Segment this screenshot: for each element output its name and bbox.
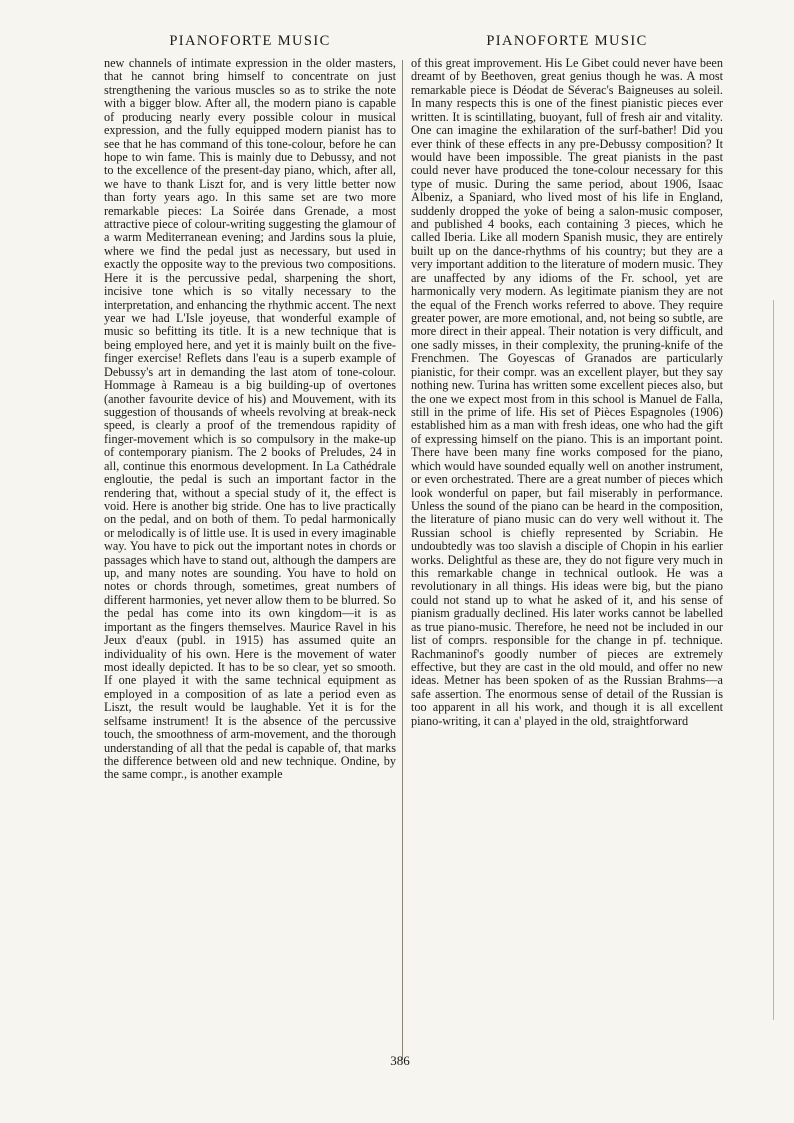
left-column [104,57,396,782]
running-head-left: PIANOFORTE MUSIC [169,33,331,49]
right-column [411,57,723,728]
running-head-right: PIANOFORTE MUSIC [486,33,648,49]
right-column-text: of this great improvement. His Le Gibet could never have been dreamt of by Beethoven, great genius though he was. A most remarkable piece is Déodat de Séverac's Baigneuses au soleil. In many respects this is one of the finest pianistic pieces ever written. It is scintillating, buoyant, full of fresh air and vitality. One can imagine the exhilaration of the surf-bather! Did you ever think of these effects in any pre-Debussy composition? It would have been impossible. The great pianists in the past could never have produced the tone-colour necessary for this type of music. During the same period, about 1906, Isaac Albeniz, a Spaniard, who lived most of his life in England, suddenly dropped the yoke of being a salon-music composer, and published 4 books, each containing 3 pieces, which he called Iberia. Like all modern Spanish music, they are entirely built up on the dance-rhythms of his country; but they are a very important addition to the literature of modern music. They are unaffected by any idioms of the Fr. school, yet are harmonically very modern. As legitimate pianism they are not the equal of the French works referred to above. They require greater power, are more emotional, and, not being so subtle, are more direct in their appeal. Their notation is very difficult, and one sadly misses, in their complexity, the pruning-knife of the Frenchmen. The Goyescas of Granados are particularly pianistic, for their compr. was an excellent player, but they say nothing new. Turina has written some excellent pieces also, but the one we expect most from in this school is Manuel de Falla, still in the prime of life. His set of Pièces Espagnoles (1906) established him as a man with fresh ideas, one who had the gift of expressing himself on the piano. This is an important point. There have been many fine works composed for the piano, which would have sounded equally well on another instrument, or even orchestrated. There are a great number of pieces which look wonderful on paper, but fail miserably in performance. Unless the sound of the piano can be heard in the composition, the literature of piano music can do very well without it. The Russian school is chiefly represented by Scriabin. He undoubtedly was too slavish a disciple of Chopin in his earlier works. Delightful as these are, they do not figure very much in this remarkable change in technical outlook. He was a revolutionary in all things. His ideas were big, but the piano could not stand up to what he asked of it, and his sense of pianism gradually declined. His later works cannot be labelled as true piano-music. Therefore, he need not be included in our list of comprs. responsible for the change in pf. technique. Rachmaninof's goodly number of pieces are extremely effective, but they are cast in the old mould, and offer no new ideas. Metner has been spoken of as the Russian Brahms—a safe assertion. The enormous sense of detail of the Russian is too apparent in all his work, and though it is all excellent piano-writing, it can a' played in the old, straightforward [411,56,723,728]
page-edge-shadow [773,300,774,1020]
page-number: 386 [390,1053,410,1068]
left-column-text: new channels of intimate expression in the older masters, that he cannot bring himself to concentrate on just strengthening the various muscles so as to strike the note with a bigger blow. After all, the modern piano is capable of producing nearly every possible colour in musical expression, and the fully equipped modern pianist has to see that he has command of this tone-colour, before he can hope to win fame. This is mainly due to Debussy, and not to the excellence of the present-day piano, which, after all, we have to thank Liszt for, and is very little better now than forty years ago. In this same set are two more remarkable pieces: La Soirée dans Grenade, a most attractive piece of colour-writing suggesting the glamour of a warm Mediterranean evening; and Jardins sous la pluie, where we find the pedal just as necessary, but used in exactly the opposite way to the previous two compositions. Here it is the percussive pedal, sharpening the short, incisive tone which is so vitally necessary to the interpretation, and enhancing the rhythmic accent. The next year we had L'Isle joyeuse, that wonderful example of music so befitting its title. It is a new technique that is being employed here, and yet it is mainly built on the five-finger exercise! Reflets dans l'eau is a superb example of Debussy's art in demanding the last atom of tone-colour. Hommage à Rameau is a big building-up of overtones (another favourite device of his) and Mouvement, with its suggestion of thousands of wheels revolving at break-neck speed, is clearly a proof of the tremendous rapidity of finger-movement which is so compulsory in the make-up of contemporary pianism. The 2 books of Preludes, 24 in all, continue this enormous development. In La Cathédrale engloutie, the pedal is such an important factor in the rendering that, without a special study of it, the effect is void. Here is another big stride. One has to live practically on the pedal, and on both of them. To pedal harmonically or melodically is of little use. It is used in every imaginable way. You have to pick out the important notes in chords or passages which have to stand out, although the dampers are up, and many notes are sounding. You have to hold on notes or chords through, sometimes, great numbers of different harmonies, yet never allow them to be blurred. So the pedal has come into its own kingdom—it is as important as the fingers themselves. Maurice Ravel in his Jeux d'eaux (publ. in 1915) has assumed quite an individuality of his own. Here is the movement of water most ideally depicted. It has to be so clear, yet so smooth. If one played it with the same technical equipment as employed in a composition of as late a period even as Liszt, the result would be laughable. Yet it is for the selfsame instrument! It is the absence of the percussive touch, the smoothness of arm-movement, and the thorough understanding of all that the pedal is capable of, that marks the difference between old and new technique. Ondine, by the same compr., is another example [104,56,396,782]
column-divider [402,60,403,1060]
